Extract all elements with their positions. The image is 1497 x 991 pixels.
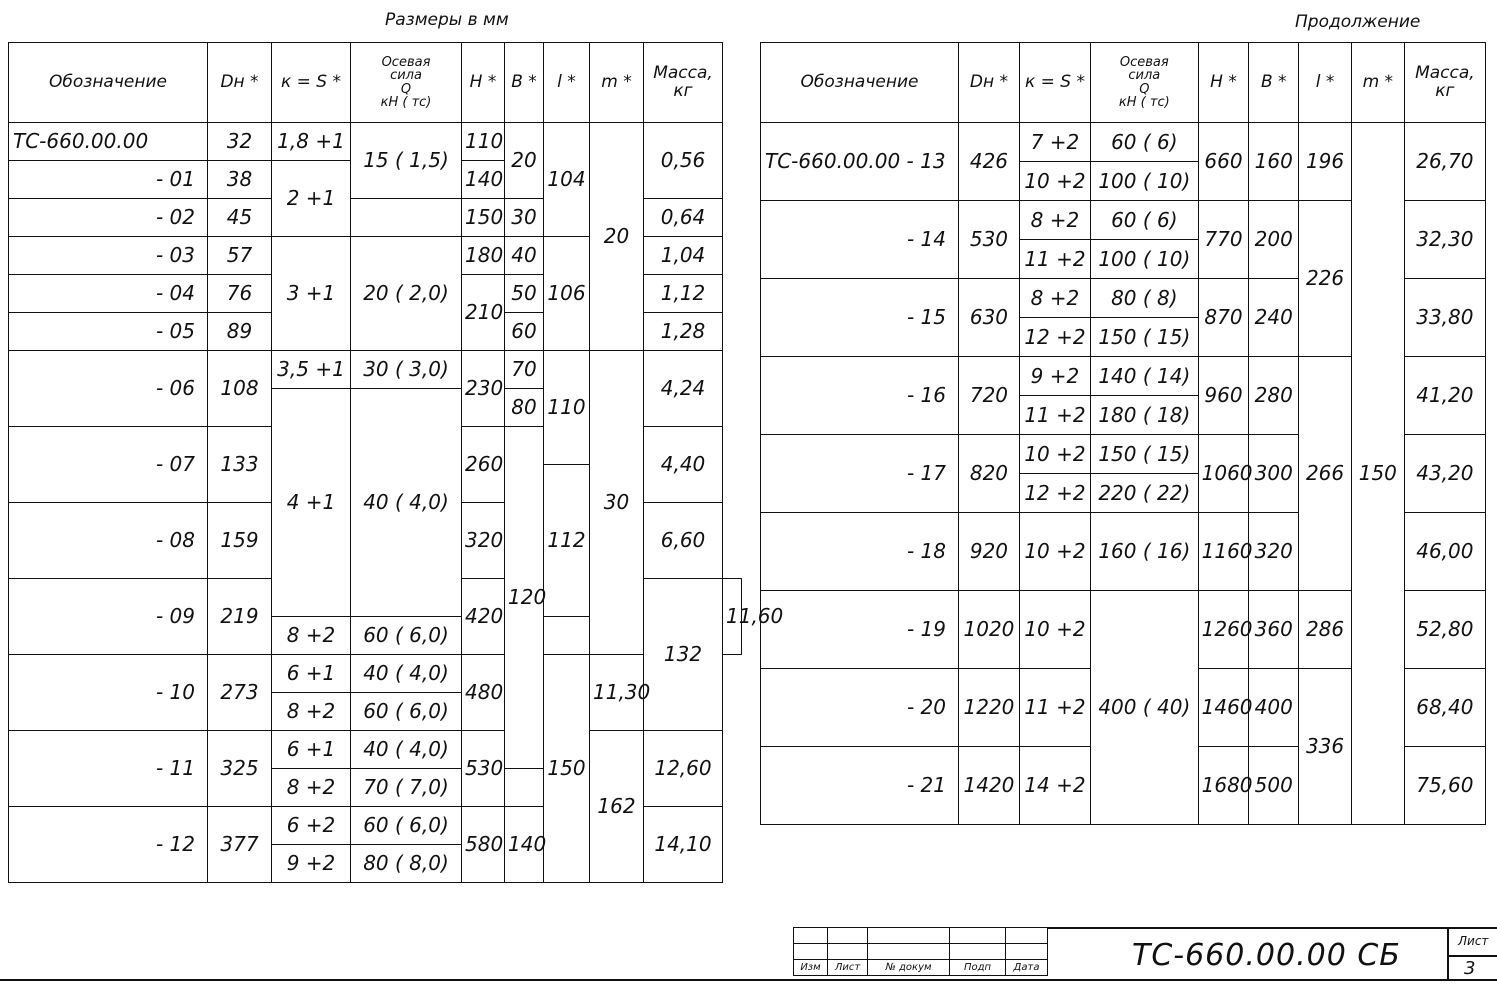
mass-cell: 11,30 <box>590 655 644 731</box>
h-cell: 1680 <box>1198 747 1249 825</box>
l-cell: 336 <box>1299 669 1352 825</box>
dn-cell: 108 <box>208 351 272 427</box>
mass-cell: 0,64 <box>644 199 723 237</box>
col-izm: Изм <box>794 960 828 976</box>
force-cell: 70 ( 7,0) <box>351 769 462 807</box>
designation-cell: - 14 <box>761 201 959 279</box>
h-cell: 960 <box>1198 357 1249 435</box>
ks-cell: 10 +2 <box>1019 513 1090 591</box>
ks-cell: 12 +2 <box>1019 318 1090 357</box>
header-row <box>761 43 1486 123</box>
header-l: l * <box>1299 43 1352 123</box>
ks-cell: 2 +1 <box>272 161 351 237</box>
designation-cell: - 09 <box>9 579 208 655</box>
dn-cell: 273 <box>208 655 272 731</box>
header-designation: Обозначение <box>761 43 959 123</box>
mass-cell: 75,60 <box>1404 747 1485 825</box>
l-cell: 132 <box>644 579 723 731</box>
h-cell: 260 <box>462 427 505 503</box>
col-data: Дата <box>1006 960 1048 976</box>
designation-cell: - 01 <box>9 161 208 199</box>
l-cell: 162 <box>590 731 644 883</box>
dn-cell: 530 <box>959 201 1020 279</box>
h-cell: 140 <box>462 161 505 199</box>
h-cell: 770 <box>1198 201 1249 279</box>
b-cell: 300 <box>1249 435 1299 513</box>
dn-cell: 76 <box>208 275 272 313</box>
h-cell: 230 <box>462 351 505 427</box>
ks-cell: 6 +1 <box>272 731 351 769</box>
dn-cell: 45 <box>208 199 272 237</box>
b-cell: 320 <box>1249 513 1299 591</box>
force-cell: 30 ( 3,0) <box>351 351 462 389</box>
force-cell: 160 ( 16) <box>1091 513 1199 591</box>
b-cell: 360 <box>1249 591 1299 669</box>
b-cell: 500 <box>1249 747 1299 825</box>
mass-cell: 0,56 <box>644 123 723 199</box>
m-cell: 20 <box>590 123 644 351</box>
h-cell: 110 <box>462 123 505 161</box>
mass-cell: 33,80 <box>1404 279 1485 357</box>
m-cell: 150 <box>544 655 590 883</box>
ks-cell: 8 +2 <box>1019 201 1090 240</box>
ks-cell: 8 +2 <box>272 617 351 655</box>
sheet-number: 3 <box>1464 958 1476 979</box>
b-cell: 70 <box>505 351 544 389</box>
sheet-row-line <box>1447 955 1497 957</box>
designation-cell: - 18 <box>761 513 959 591</box>
sheet-divider <box>1447 927 1449 981</box>
ks-cell: 9 +2 <box>1019 357 1090 396</box>
l-cell: 266 <box>1299 357 1352 591</box>
dn-cell: 1420 <box>959 747 1020 825</box>
revision-grid <box>793 927 1048 976</box>
table-row <box>9 123 742 161</box>
h-cell: 1160 <box>1198 513 1249 591</box>
force-cell: 100 ( 10) <box>1091 240 1199 279</box>
designation-cell: - 08 <box>9 503 208 579</box>
right-dimensions-table <box>760 42 1486 825</box>
ks-cell: 3,5 +1 <box>272 351 351 389</box>
ks-cell: 12 +2 <box>1019 474 1090 513</box>
ks-cell: 10 +2 <box>1019 162 1090 201</box>
force-cell: 40 ( 4,0) <box>351 731 462 769</box>
ks-cell: 10 +2 <box>1019 435 1090 474</box>
header-b: B * <box>505 43 544 123</box>
h-cell: 1260 <box>1198 591 1249 669</box>
header-h: H * <box>462 43 505 123</box>
ks-cell: 7 +2 <box>1019 123 1090 162</box>
b-cell: 30 <box>505 199 544 237</box>
designation-cell: - 10 <box>9 655 208 731</box>
b-cell: 120 <box>505 427 544 769</box>
mass-cell: 4,40 <box>644 427 723 503</box>
ks-cell: 11 +2 <box>1019 240 1090 279</box>
mass-cell: 32,30 <box>1404 201 1485 279</box>
force-cell-empty <box>351 199 462 237</box>
header-dn: Dн * <box>959 43 1020 123</box>
header-m: m * <box>590 43 644 123</box>
ks-cell: 9 +2 <box>272 845 351 883</box>
ks-cell: 8 +2 <box>272 769 351 807</box>
dn-cell: 1020 <box>959 591 1020 669</box>
ks-cell: 6 +2 <box>272 807 351 845</box>
designation-cell: - 21 <box>761 747 959 825</box>
designation-cell: - 03 <box>9 237 208 275</box>
force-cell: 60 ( 6) <box>1091 123 1199 162</box>
b-cell: 140 <box>505 807 544 883</box>
designation-cell: - 04 <box>9 275 208 313</box>
dn-cell: 159 <box>208 503 272 579</box>
h-cell: 530 <box>462 731 505 807</box>
dn-cell: 32 <box>208 123 272 161</box>
title-block-top-line <box>1047 927 1497 929</box>
table-row <box>9 731 742 769</box>
mass-cell: 68,40 <box>1404 669 1485 747</box>
designation-cell: - 07 <box>9 427 208 503</box>
dn-cell: 377 <box>208 807 272 883</box>
b-cell: 80 <box>505 389 544 427</box>
h-cell: 150 <box>462 199 505 237</box>
force-cell: 150 ( 15) <box>1091 318 1199 357</box>
m-cell: 150 <box>1351 123 1404 825</box>
header-designation: Обозначение <box>9 43 208 123</box>
l-cell: 196 <box>1299 123 1352 201</box>
dn-cell: 720 <box>959 357 1020 435</box>
col-list: Лист <box>828 960 868 976</box>
table-row <box>9 655 742 693</box>
b-cell: 240 <box>1249 279 1299 357</box>
dn-cell: 325 <box>208 731 272 807</box>
b-cell: 20 <box>505 123 544 199</box>
dn-cell: 38 <box>208 161 272 199</box>
mass-cell: 6,60 <box>644 503 723 579</box>
force-cell: 80 ( 8) <box>1091 279 1199 318</box>
force-cell: 60 ( 6) <box>1091 201 1199 240</box>
dn-cell: 426 <box>959 123 1020 201</box>
mass-cell: 52,80 <box>1404 591 1485 669</box>
b-cell: 40 <box>505 237 544 275</box>
dn-cell: 820 <box>959 435 1020 513</box>
frame-bottom-line <box>0 979 1497 981</box>
designation-cell: - 05 <box>9 313 208 351</box>
col-podp: Подп <box>950 960 1006 976</box>
left-dimensions-table <box>8 42 784 883</box>
ks-cell: 4 +1 <box>272 389 351 617</box>
h-cell: 480 <box>462 655 505 731</box>
designation-cell: - 16 <box>761 357 959 435</box>
force-cell: 20 ( 2,0) <box>351 237 462 351</box>
force-cell: 40 ( 4,0) <box>351 655 462 693</box>
ks-cell: 3 +1 <box>272 237 351 351</box>
table-row <box>761 123 1486 162</box>
l-cell: 110 <box>544 351 590 465</box>
mass-cell: 41,20 <box>1404 357 1485 435</box>
header-l: l * <box>544 43 590 123</box>
force-cell: 100 ( 10) <box>1091 162 1199 201</box>
ks-cell: 11 +2 <box>1019 396 1090 435</box>
designation-cell: - 20 <box>761 669 959 747</box>
header-force: Осевая сила Q кН ( тс) <box>351 43 462 123</box>
mass-cell: 14,10 <box>644 807 723 883</box>
h-cell: 1060 <box>1198 435 1249 513</box>
mass-cell: 1,28 <box>644 313 723 351</box>
ks-cell: 10 +2 <box>1019 591 1090 669</box>
force-cell: 80 ( 8,0) <box>351 845 462 883</box>
designation-cell: - 06 <box>9 351 208 427</box>
ks-cell: 14 +2 <box>1019 747 1090 825</box>
mass-cell: 43,20 <box>1404 435 1485 513</box>
units-caption: Размеры в мм <box>385 10 509 30</box>
designation-cell: - 19 <box>761 591 959 669</box>
l-cell: 286 <box>1299 591 1352 669</box>
force-cell: 180 ( 18) <box>1091 396 1199 435</box>
dn-cell: 57 <box>208 237 272 275</box>
designation-cell: ТС-660.00.00 - 13 <box>761 123 959 201</box>
mass-cell: 26,70 <box>1404 123 1485 201</box>
designation-cell: - 12 <box>9 807 208 883</box>
table-row <box>9 351 742 389</box>
mass-cell: 4,24 <box>644 351 723 427</box>
header-ks: к = S * <box>1019 43 1090 123</box>
dn-cell: 920 <box>959 513 1020 591</box>
force-cell: 140 ( 14) <box>1091 357 1199 396</box>
h-cell: 1460 <box>1198 669 1249 747</box>
force-cell: 60 ( 6,0) <box>351 617 462 655</box>
dn-cell: 89 <box>208 313 272 351</box>
dn-cell: 133 <box>208 427 272 503</box>
force-cell: 150 ( 15) <box>1091 435 1199 474</box>
designation-cell: - 02 <box>9 199 208 237</box>
header-force: Осевая сила Q кН ( тс) <box>1091 43 1199 123</box>
dn-cell: 630 <box>959 279 1020 357</box>
force-cell: 400 ( 40) <box>1091 591 1199 825</box>
dn-cell: 219 <box>208 579 272 655</box>
h-cell: 660 <box>1198 123 1249 201</box>
mass-cell: 1,04 <box>644 237 723 275</box>
ks-cell: 8 +2 <box>272 693 351 731</box>
h-cell: 180 <box>462 237 505 275</box>
designation-cell: - 17 <box>761 435 959 513</box>
b-cell: 400 <box>1249 669 1299 747</box>
b-cell: 60 <box>505 313 544 351</box>
mass-cell: 1,12 <box>644 275 723 313</box>
b-cell: 50 <box>505 275 544 313</box>
b-cell: 160 <box>1249 123 1299 201</box>
m-cell: 30 <box>590 351 644 655</box>
force-cell: 40 ( 4,0) <box>351 389 462 617</box>
h-cell: 870 <box>1198 279 1249 357</box>
h-cell: 580 <box>462 807 505 883</box>
mass-cell: 12,60 <box>644 731 723 807</box>
header-h: H * <box>1198 43 1249 123</box>
force-cell: 15 ( 1,5) <box>351 123 462 199</box>
designation-cell: ТС-660.00.00 <box>9 123 208 161</box>
force-cell: 220 ( 22) <box>1091 474 1199 513</box>
b-cell: 280 <box>1249 357 1299 435</box>
sheet-label: Лист <box>1458 934 1489 948</box>
header-mass: Масса, кг <box>644 43 723 123</box>
mass-cell: 46,00 <box>1404 513 1485 591</box>
force-cell: 60 ( 6,0) <box>351 807 462 845</box>
header-m: m * <box>1351 43 1404 123</box>
ks-cell: 6 +1 <box>272 655 351 693</box>
h-cell: 420 <box>462 579 505 655</box>
header-mass: Масса, кг <box>1404 43 1485 123</box>
l-cell: 112 <box>544 465 590 617</box>
designation-cell: - 15 <box>761 279 959 357</box>
l-cell: 106 <box>544 237 590 351</box>
l-cell: 226 <box>1299 201 1352 357</box>
b-cell: 200 <box>1249 201 1299 279</box>
ks-cell: 8 +2 <box>1019 279 1090 318</box>
document-number: ТС-660.00.00 СБ <box>1132 938 1401 973</box>
l-cell: 104 <box>544 123 590 237</box>
force-cell: 60 ( 6,0) <box>351 693 462 731</box>
h-cell: 320 <box>462 503 505 579</box>
mass-cell: 11,60 <box>723 579 742 655</box>
dn-cell: 1220 <box>959 669 1020 747</box>
h-cell: 210 <box>462 275 505 351</box>
header-b: B * <box>1249 43 1299 123</box>
header-ks: к = S * <box>272 43 351 123</box>
col-dokum: № докум <box>868 960 950 976</box>
header-dn: Dн * <box>208 43 272 123</box>
designation-cell: - 11 <box>9 731 208 807</box>
header-row <box>9 43 742 123</box>
continuation-caption: Продолжение <box>1295 12 1421 32</box>
ks-cell: 1,8 +1 <box>272 123 351 161</box>
ks-cell: 11 +2 <box>1019 669 1090 747</box>
